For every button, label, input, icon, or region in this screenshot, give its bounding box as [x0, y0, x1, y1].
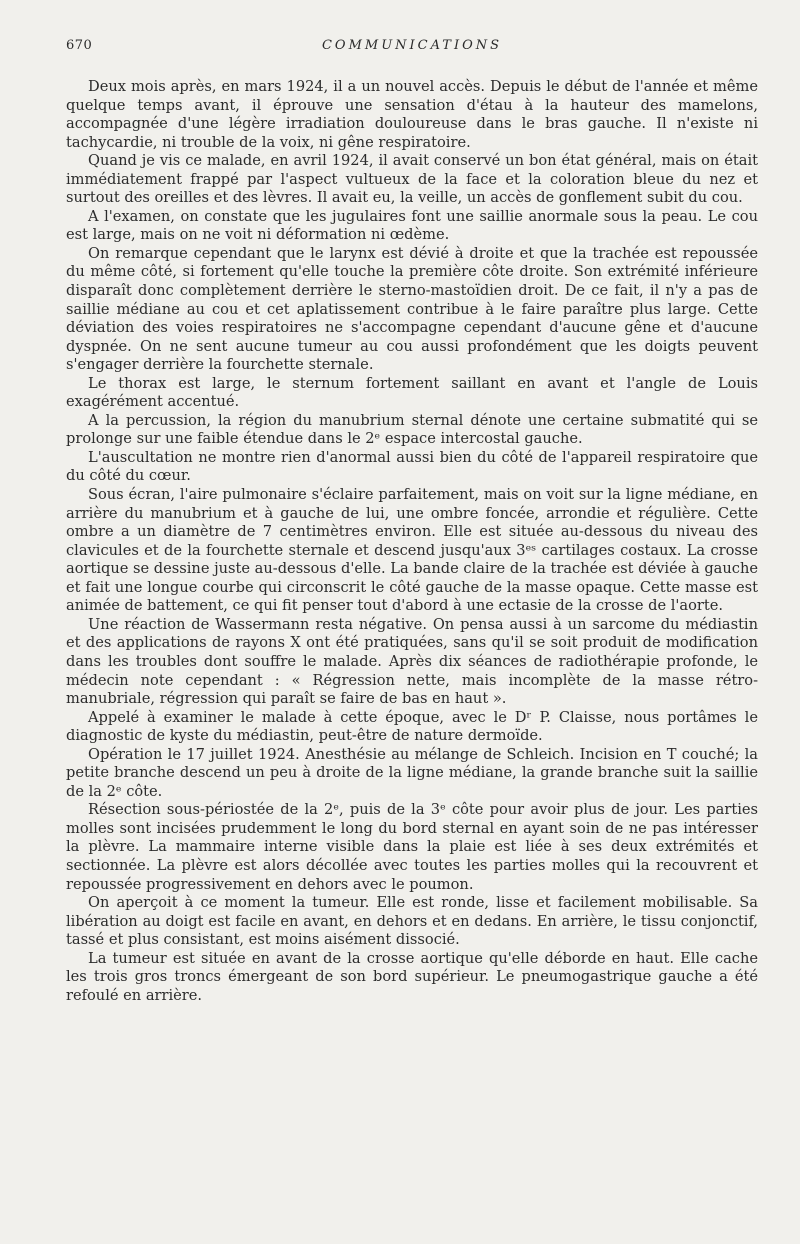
- document-page: [66, 36, 758, 1005]
- paragraph: On aperçoit à ce moment la tumeur. Elle est ronde, lisse et facilement mobilisable. Sa libération au doigt est facile en avant, en dehors et en dedans. En arrière, le tissu conjonctif, tassé et plus consistant, est moins aisément dissocié.: [66, 894, 758, 949]
- running-title: COMMUNICATIONS: [321, 38, 503, 53]
- paragraph: Quand je vis ce malade, en avril 1924, il avait conservé un bon état général, mais on était immédiatement frappé par l'aspect vultueux de la face et la coloration bleue du nez et surtout des oreilles et des lèvres. Il avait eu, la veille, un accès de gonflement subit du cou.: [66, 152, 758, 207]
- paragraph: Sous écran, l'aire pulmonaire s'éclaire parfaitement, mais on voit sur la ligne médiane, en arrière du manubrium et à gauche de lui, une ombre foncée, arrondie et régulière. Cette ombre a un diamètre de 7 centimètres environ. Elle est située au-dessous du niveau des clavicules et de la fourchette sternale et descend jusqu'aux 3ᵉˢ cartilages costaux. La crosse aortique se dessine juste au-dessous d'elle. La bande claire de la trachée est déviée à gauche et fait une longue courbe qui circonscrit le côté gauche de la masse opaque. Cette masse est animée de battement, ce qui fit penser tout d'abord à une ectasie de la crosse de l'aorte.: [66, 486, 758, 615]
- running-header: [66, 36, 758, 60]
- paragraph: Appelé à examiner le malade à cette époque, avec le Dʳ P. Claisse, nous portâmes le diagnostic de kyste du médiastin, peut-être de nature dermoïde.: [66, 708, 758, 745]
- paragraph: Le thorax est large, le sternum fortement saillant en avant et l'angle de Louis exagérément accentué.: [66, 374, 758, 411]
- paragraph: Deux mois après, en mars 1924, il a un nouvel accès. Depuis le début de l'année et même quelque temps avant, il éprouve une sensation d'étau à la hauteur des mamelons, accompagnée d'une légère irradiation douloureuse dans le bras gauche. Il n'existe ni tachycardie, ni trouble de la voix, ni gêne respiratoire.: [66, 78, 758, 151]
- paragraph: L'auscultation ne montre rien d'anormal aussi bien du côté de l'appareil respiratoire que du côté du cœur.: [66, 448, 758, 485]
- paragraph: La tumeur est située en avant de la crosse aortique qu'elle déborde en haut. Elle cache les trois gros troncs émergeant de son bord supérieur. Le pneumogastrique gauche a été refoulé en arrière.: [66, 949, 758, 1004]
- paragraph: Opération le 17 juillet 1924. Anesthésie au mélange de Schleich. Incision en T couché; la petite branche descend un peu à droite de la ligne médiane, la grande branche suit la saillie de la 2ᵉ côte.: [66, 745, 758, 800]
- paragraph: On remarque cependant que le larynx est dévié à droite et que la trachée est repoussée du même côté, si fortement qu'elle touche la première côte droite. Son extrémité inférieure disparaît donc complètement derrière le sterno-mastoïdien droit. De ce fait, il n'y a pas de saillie médiane au cou et cet aplatissement contribue à le faire paraître plus large. Cette déviation des voies respiratoires ne s'accompagne cependant d'aucune gêne et d'aucune dyspnée. On ne sent aucune tumeur au cou aussi profondément que les doigts peuvent s'engager derrière la fourchette sternale.: [66, 244, 758, 374]
- paragraph: Une réaction de Wassermann resta négative. On pensa aussi à un sarcome du médiastin et des applications de rayons X ont été pratiquées, sans qu'il se soit produit de modification dans les troubles dont souffre le malade. Après dix séances de radiothérapie profonde, le médecin note cependant : « Régression nette, mais incomplète de la masse rétro-manubriale, régression qui paraît se faire de bas en haut ».: [66, 615, 758, 708]
- body-text: [66, 78, 758, 1005]
- paragraph: Résection sous-périostée de la 2ᵉ, puis de la 3ᵉ côte pour avoir plus de jour. Les parties molles sont incisées prudemment le long du bord sternal en ayant soin de ne pas intéresser la plèvre. La mammaire interne visible dans la plaie est liée à ses deux extrémités et sectionnée. La plèvre est alors décollée avec toutes les parties molles qui la recouvrent et repoussée progressivement en dehors avec le poumon.: [66, 801, 758, 893]
- page-number: 670: [66, 38, 93, 53]
- paragraph: A la percussion, la région du manubrium sternal dénote une certaine submatité qui se prolonge sur une faible étendue dans le 2ᵉ espace intercostal gauche.: [66, 411, 758, 448]
- paragraph: A l'examen, on constate que les jugulaires font une saillie anormale sous la peau. Le cou est large, mais on ne voit ni déformation ni œdème.: [66, 207, 758, 244]
